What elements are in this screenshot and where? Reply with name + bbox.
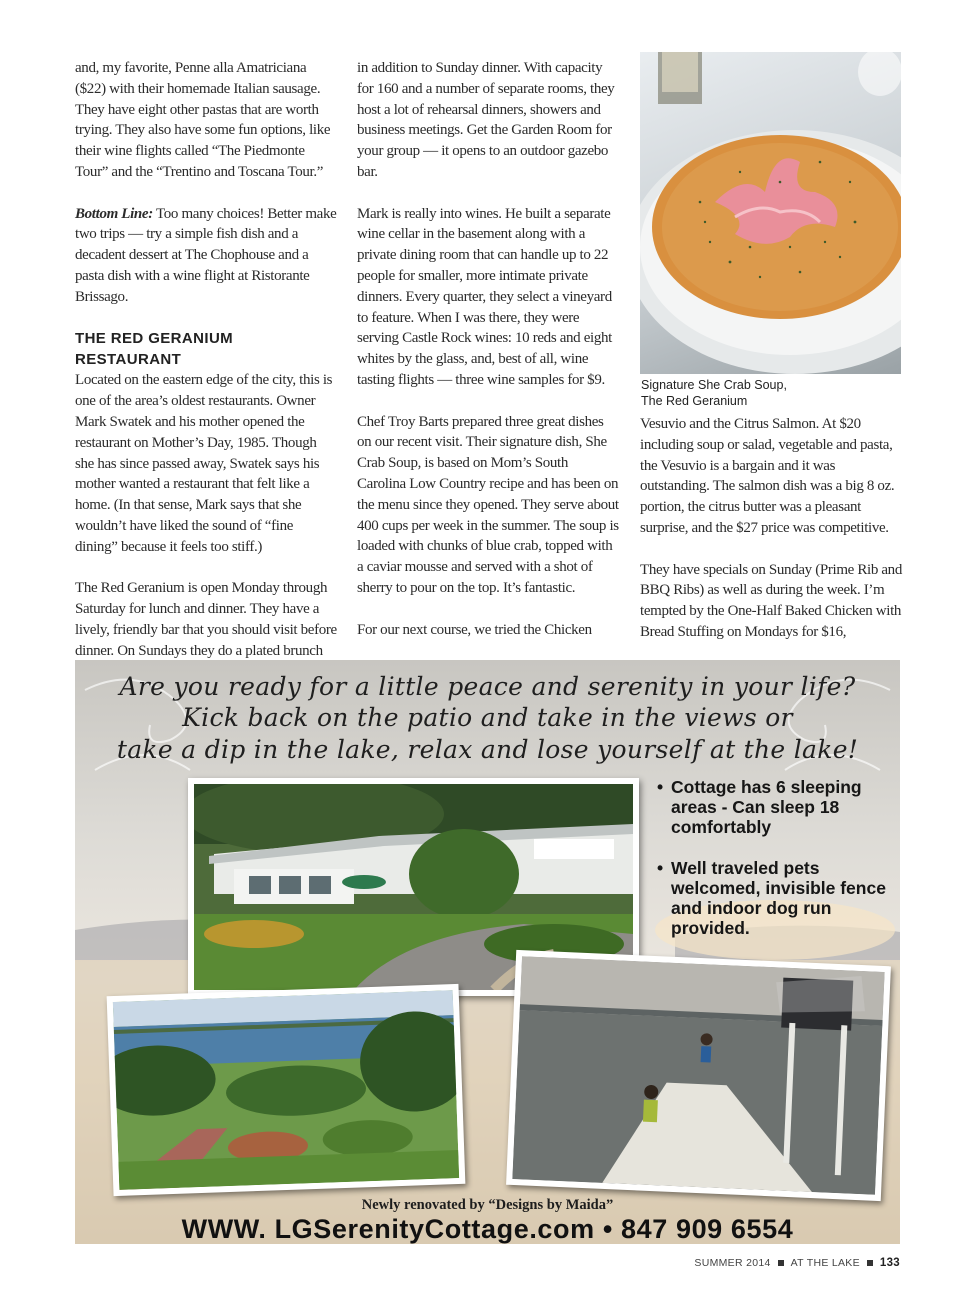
bottom-line-text: Too many choices! Better make two trips — try a simple fish dish and a decadent dessert at The Chophouse and a pasta dish with a wine flight at Ristorante Brissago. <box>75 205 337 305</box>
photo-caption <box>641 377 881 409</box>
ad-credit: Newly renovated by “Designs by Maida” <box>361 1197 614 1213</box>
section-heading-line: THE RED GERANIUM <box>75 330 234 348</box>
article-column-3 <box>640 414 902 664</box>
footer-issue: SUMMER 2014 <box>694 1257 771 1269</box>
bullet-dot: • <box>657 858 664 878</box>
paragraph: Mark is really into wines. He built a separate wine cellar in the basement along with a private dining room that can handle up to 22 people for smaller, more intimate private dinners. Every quarter, they select a vineyard to feature. When I was there, they were serving Castle Rock wines: 10 reds and eight whites by the glass, and, best of all, wine tasting flights — three wine samples for $9. <box>357 205 612 388</box>
ad-headline-line: take a dip in the lake, relax and lose yourself at the lake! <box>116 735 859 764</box>
page-number: 133 <box>879 1257 900 1269</box>
bullet-dot: • <box>657 777 664 797</box>
paragraph: The Red Geranium is open Monday through Saturday for lunch and dinner. They have a lively, friendly bar that you should visit before dinner. On Sundays they do a plated brunch <box>75 580 337 659</box>
footer-magazine: AT THE LAKE <box>790 1257 860 1269</box>
bottom-line-label: Bottom Line: <box>75 205 153 222</box>
soup-photo <box>640 52 901 374</box>
cottage-advertisement <box>75 660 900 1244</box>
ad-bullet <box>657 858 895 938</box>
caption-line: The Red Geranium <box>641 394 748 408</box>
paragraph: in addition to Sunday dinner. With capacity for 160 and a number of separate rooms, they host a lot of rehearsal dinners, showers and business meetings. Get the Garden Room for your group — it opens to an outdoor gazebo bar. <box>357 60 615 180</box>
section-heading-line: RESTAURANT <box>75 351 182 369</box>
ad-bullet <box>657 777 895 837</box>
paragraph: and, my favorite, Penne alla Amatriciana ($22) with their homemade Italian sausage. They have eight other pastas that are worth trying. They also have some fun options, like their wine flights called “The Piedmonte Tour” and the “Trentino and Toscana Tour.” <box>75 60 331 180</box>
paragraph: Vesuvio and the Citrus Salmon. At $20 including soup or salad, vegetable and pasta, the Vesuvio is a bargain and it was outstanding. The salmon dish was a big 8 oz. portion, the citrus butter was a pleasant surprise, and the $27 price was competitive. <box>640 416 895 536</box>
ad-contact: WWW. LGSerenityCottage.com • 847 909 6554 <box>181 1214 794 1244</box>
ad-bullet-text: Cottage has 6 sleeping areas - Can sleep 18 comfortably <box>671 777 862 837</box>
ad-headline-line: Are you ready for a little peace and serenity in your life? <box>119 672 856 701</box>
paragraph: For our next course, we tried the Chicken <box>357 621 592 638</box>
soup-illustration <box>640 52 901 374</box>
paragraph: Chef Troy Barts prepared three great dishes on our recent visit. Their signature dish, She Crab Soup, is based on Mom’s South Carolina Low Country recipe and has been on the menu since they opened. They serve about 400 cups per week in the summer. The soup is loaded with chunks of blue crab, topped with a caviar mousse and served with a shot of sherry to pour on the top. It’s fantastic. <box>357 413 619 596</box>
article-column-1 <box>75 58 337 682</box>
caption-line: Signature She Crab Soup, <box>641 378 787 392</box>
lake-dock-photo <box>506 950 891 1201</box>
ad-bullet-text: Well traveled pets welcomed, invisible fence and indoor dog run provided. <box>671 858 886 938</box>
dock-illustration <box>512 956 884 1195</box>
square-separator-icon <box>867 1260 873 1266</box>
ad-headline-line: Kick back on the patio and take in the views or <box>182 703 793 732</box>
page-footer <box>694 1257 900 1269</box>
garden-lake-view-photo <box>107 984 466 1196</box>
paragraph: Located on the eastern edge of the city, this is one of the area’s oldest restaurants. Owner Mark Swatek and his mother opened the restaurant on Mother’s Day, 1985. Though she has since passed away, Swatek says his mother wanted a restaurant that felt like a home. (In that sense, Mark says that she wouldn’t have liked the sound of “fine dining” because it feels too stiff.) <box>75 372 333 555</box>
article-column-2 <box>357 58 619 661</box>
paragraph: They have specials on Sunday (Prime Rib and BBQ Ribs) as well as during the week. I’m tempted by the One-Half Baked Chicken with Bread Stuffing on Mondays for $16, <box>640 561 902 640</box>
bottom-line-paragraph <box>75 204 337 308</box>
garden-illustration <box>113 990 459 1190</box>
section-heading <box>75 328 337 370</box>
square-separator-icon <box>778 1260 784 1266</box>
